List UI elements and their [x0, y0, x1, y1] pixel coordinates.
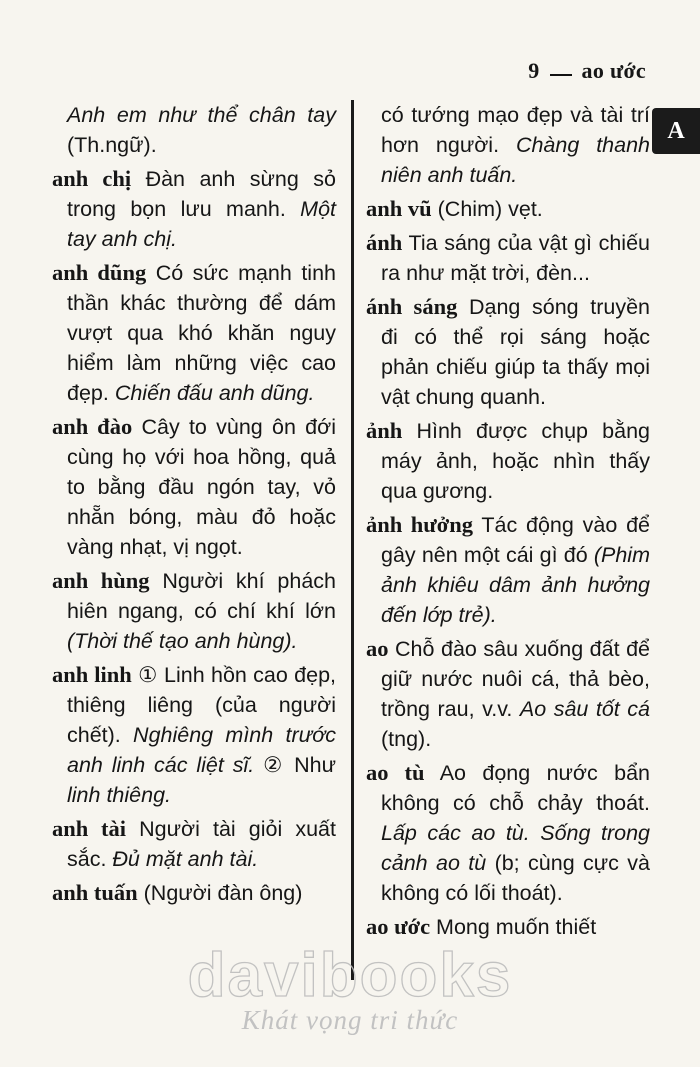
dictionary-entry — [52, 566, 336, 656]
definition-text: (Người đàn ông) — [137, 881, 303, 905]
example-text: linh thiêng. — [67, 783, 171, 807]
watermark-brand: davibooks — [187, 941, 513, 1010]
definition-text: Người tài giỏi xuất sắc. — [67, 817, 336, 871]
headword: anh dũng — [52, 260, 147, 285]
right-column — [366, 100, 650, 946]
example-text: (Phim ảnh khiêu dâm ảnh hưởng đến lớp trẻ). — [381, 543, 650, 627]
definition-text: Người khí phách hiên ngang, có chí khí lớn — [67, 569, 336, 623]
definition-text: (tng). — [381, 727, 432, 751]
headword: ao ước — [366, 914, 431, 939]
dictionary-entry — [366, 634, 650, 754]
dictionary-entry — [366, 912, 650, 942]
headword: anh linh — [52, 662, 132, 687]
dictionary-entry — [366, 292, 650, 412]
definition-text: ② Như — [254, 753, 336, 777]
guide-word: ao ước — [581, 58, 646, 83]
dictionary-entry — [366, 228, 650, 288]
definition-text: Tác động vào để gây nên một cái gì đó — [381, 513, 650, 567]
running-header — [528, 58, 646, 84]
example-text: Anh em như thể chân tay — [67, 103, 336, 127]
watermark-slogan: Khát vọng tri thức — [241, 1005, 459, 1035]
definition-text: Cây to vùng ôn đới cùng họ với hoa hồng, quả to bằng đầu ngón tay, vỏ nhẵn bóng, màu đỏ hoặc vàng nhạt, vị ngọt. — [67, 415, 336, 559]
headword: ảnh — [366, 418, 403, 443]
definition-text: Mong muốn thiết — [430, 915, 597, 939]
letter-tab[interactable]: A — [652, 108, 700, 154]
example-text: Chiến đấu anh dũng. — [114, 381, 315, 405]
example-text: Ao sâu tốt cá — [519, 697, 651, 721]
header-dash — [550, 74, 572, 76]
headword: ao — [366, 636, 389, 661]
headword: anh đào — [52, 414, 133, 439]
dictionary-entry — [366, 758, 650, 908]
dictionary-entry — [366, 510, 650, 630]
definition-text: Hình được chụp bằng máy ảnh, hoặc nhìn thấy qua gương. — [381, 419, 650, 503]
definition-text: Đàn anh sừng sỏ trong bọn lưu manh. — [67, 167, 336, 221]
column-divider — [351, 100, 354, 980]
dictionary-entry — [52, 412, 336, 562]
definition-text: Ao đọng nước bẩn không có chỗ chảy thoát. — [381, 761, 650, 815]
example-text: Một tay anh chị. — [67, 197, 336, 251]
headword: ảnh hưởng — [366, 512, 473, 537]
example-text: Nghiêng mình trước anh linh các liệt sĩ. — [67, 723, 336, 777]
headword: ánh — [366, 230, 403, 255]
headword: anh tài — [52, 816, 127, 841]
headword: anh tuấn — [52, 880, 138, 905]
definition-text: Tia sáng của vật gì chiếu ra như mặt trời, đèn... — [381, 231, 650, 285]
dictionary-entry — [52, 878, 336, 908]
dictionary-entry — [366, 416, 650, 506]
dictionary-entry — [52, 164, 336, 254]
dictionary-entry — [52, 100, 336, 160]
definition-text: (Chim) vẹt. — [431, 197, 543, 221]
headword: anh hùng — [52, 568, 150, 593]
headword: anh chị — [52, 166, 132, 191]
dictionary-entry — [52, 814, 336, 874]
dictionary-entry — [52, 258, 336, 408]
definition-text: (b; cùng cực và không có lối thoát). — [381, 851, 650, 905]
headword: ánh sáng — [366, 294, 458, 319]
definition-text: Có sức mạnh tinh thần khác thường để dám vượt qua khó khăn nguy hiểm làm những việc cao đẹp. — [67, 261, 336, 405]
left-column — [52, 100, 336, 912]
example-text: (Thời thế tạo anh hùng). — [67, 629, 298, 653]
dictionary-entry — [52, 660, 336, 810]
definition-text: Dạng sóng truyền đi có thể rọi sáng hoặc phản chiếu giúp ta thấy mọi vật chung quanh. — [381, 295, 650, 409]
example-text: Đủ mặt anh tài. — [112, 847, 259, 871]
example-text: Chàng thanh niên anh tuấn. — [381, 133, 650, 187]
dictionary-entry — [366, 194, 650, 224]
definition-text: Chỗ đào sâu xuống đất để giữ nước nuôi cá, thả bèo, trồng rau, v.v. — [381, 637, 650, 721]
headword: anh vũ — [366, 196, 432, 221]
dictionary-entry — [366, 100, 650, 190]
page-number: 9 — [528, 58, 540, 83]
definition-text: (Th.ngữ). — [67, 133, 157, 157]
headword: ao tù — [366, 760, 425, 785]
watermark — [150, 940, 550, 1036]
example-text: Lấp các ao tù. Sống trong cảnh ao tù — [381, 821, 650, 875]
definition-text: có tướng mạo đẹp và tài trí hơn người. — [381, 103, 650, 157]
definition-text: ① Linh hồn cao đẹp, thiêng liêng (của người chết). — [67, 663, 337, 747]
